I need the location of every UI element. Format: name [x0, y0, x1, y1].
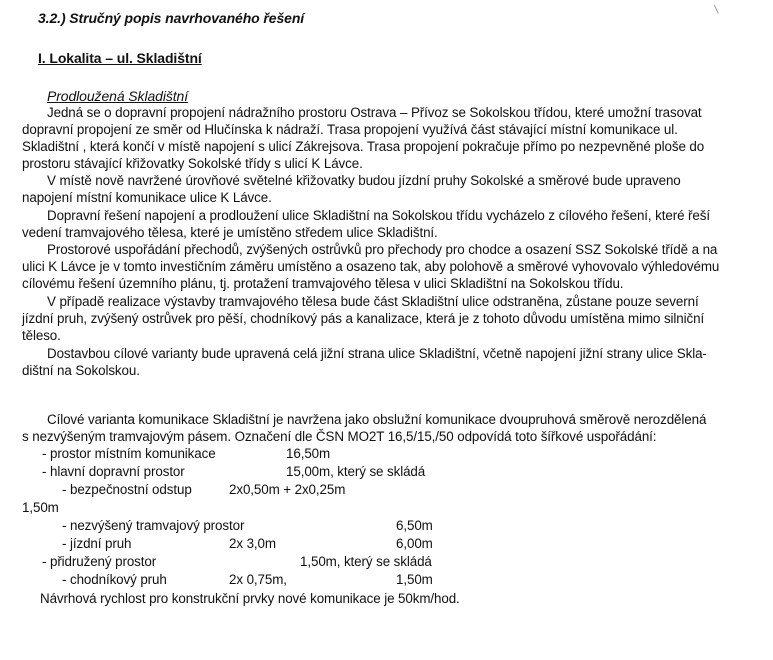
body-line: s nezvýšeným tramvajovým pásem. Označení dle ČSN MO2T 16,5/15,/50 odpovídá toto šířkové uspořádání:	[22, 429, 657, 444]
spec-value: 6,00m	[396, 536, 433, 551]
body-line: Dostavbou cílové varianty bude upravená celá jižní strana ulice Skladištní, včetně napojení jižní strany ulice Skla-	[47, 346, 707, 361]
spec-value: 1,50m	[396, 572, 433, 587]
body-line: V místě nově navržené úrovňové světelné křižovatky budou jízdní pruhy Sokolské a směrové bude upraveno	[47, 173, 681, 188]
body-line: ulici K Lávce je v tomto investičním záměru umístěno a osazeno tak, aby polohově a směrové vyhovovalo výhledovému	[22, 259, 720, 274]
body-line: dopravní propojení ze směr od Hlučínska k nádraží. Trasa propojení využívá část stávající místní komunikace ul.	[22, 122, 678, 137]
spec-label: - nezvýšený tramvajový prostor	[62, 518, 245, 533]
spec-label: - přidružený prostor	[42, 554, 157, 569]
body-line: prostoru stávající křižovatky Sokolské třídy s ulicí K Lávce.	[22, 156, 363, 171]
spec-label: - chodníkový pruh	[62, 572, 167, 587]
body-line: napojení místní komunikace ulice K Lávce.	[22, 190, 272, 205]
body-line: Jedná se o dopravní propojení nádražního prostoru Ostrava – Přívoz se Sokolskou třídou, které umožní trasovat	[47, 105, 702, 120]
body-line: Dopravní řešení napojení a prodloužení ulice Skladištní na Sokolskou třídu vycházelo z cílového řešení, které řeší	[47, 208, 710, 223]
spec-calc: 2x 0,75m,	[229, 572, 287, 587]
body-line: Prostorové uspořádání přechodů, zvýšených ostrůvků pro přechody pro chodce a osazení SSZ Sokolské třídě a na	[47, 242, 718, 257]
spec-label: - prostor místním komunikace	[42, 446, 216, 461]
body-line: Skladištní , která končí v místě napojení s ulicí Zákrejsova. Trasa propojení pokračuje přímo po nezpevněné ploše do	[22, 139, 705, 154]
spec-label: - hlavní dopravní prostor	[42, 464, 185, 479]
body-line: V případě realizace výstavby tramvajového tělesa bude část Skladištní ulice odstraněna, zůstane pouze severní	[47, 294, 699, 309]
body-line: vedení tramvajového tělesa, které je umístěno středem ulice Skladištní.	[22, 225, 438, 240]
body-line: Cílové varianta komunikace Skladištní je navržena jako obslužní komunikace dvoupruhová směrově nerozdělená	[47, 412, 707, 427]
closing-line: Návrhová rychlost pro konstrukční prvky nové komunikace je 50km/hod.	[40, 591, 460, 606]
section-title: 3.2.) Stručný popis navrhovaného řešení	[38, 10, 305, 26]
spec-value: 15,00m, který se skládá	[286, 464, 426, 479]
body-line: jízdní pruh, zvýšený ostrůvek pro pěší, chodníkový pás a kanalizace, která je z tohoto důvodu umístěna mimo silniční	[22, 311, 705, 326]
spec-label: - jízdní pruh	[62, 536, 132, 551]
spec-calc: 2x 3,0m	[229, 536, 276, 551]
spec-label: 1,50m	[22, 500, 59, 515]
spec-value: 1,50m, který se skládá	[300, 554, 432, 569]
spec-calc: 2x0,50m + 2x0,25m	[229, 482, 346, 497]
subheading: Prodloužená Skladištní	[47, 88, 188, 104]
spec-value: 6,50m	[396, 518, 433, 533]
body-line: dištní na Sokolskou.	[22, 363, 140, 378]
body-line: těleso.	[22, 328, 61, 343]
body-line: cílovému řešení územního plánu, tj. protažení tramvajového tělesa v ulici Skladištní na Sokolskou třídu.	[22, 276, 624, 291]
spec-label: - bezpečnostní odstup	[62, 482, 192, 497]
spec-value: 16,50m	[286, 446, 331, 461]
subsection-title: I. Lokalita – ul. Skladištní	[38, 50, 202, 66]
corner-pen-mark: ꟾ	[713, 5, 721, 17]
